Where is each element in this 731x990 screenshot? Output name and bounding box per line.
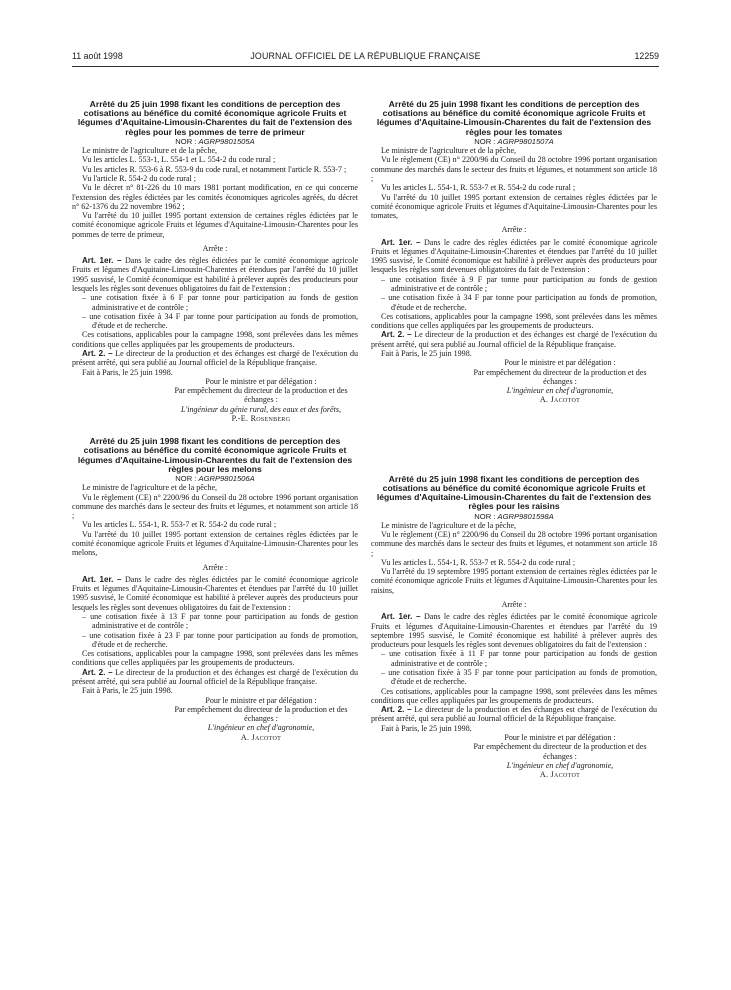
signature-title-line: [72, 405, 358, 414]
article-2-label: Art. 2. –: [381, 705, 412, 715]
header-rule: [72, 66, 659, 67]
fait-a-paris: Fait à Paris, le 25 juin 1998.: [82, 367, 173, 377]
cotisations-paragraph: Ces cotisations, applicables pour la campagne 1998, sont prélevées dans les mêmes conditions que celles appliquées par les groupements de producteurs.: [371, 686, 657, 705]
nor-reference: [371, 137, 657, 146]
header-journal-title: JOURNAL OFFICIEL DE LA RÉPUBLIQUE FRANÇAISE: [250, 51, 481, 61]
cotisations-paragraph: Ces cotisations, applicables pour la campagne 1998, sont prélevées dans les mêmes conditions que celles appliquées par les groupements de producteurs.: [371, 311, 657, 331]
article-2-text: Le directeur de la production et des échanges est chargé de l'exécution du présent arrêté, qui sera publié au Journal officiel de la République française.: [72, 667, 358, 686]
preamble-line: Vu le règlement (CE) n° 2200/96 du Conseil du 28 octobre 1996 portant organisation commune des marchés dans le secteur des fruits et légumes, et notamment son article 18 ;: [371, 155, 657, 183]
signature-title-line: [371, 761, 657, 770]
nor-code: AGRP9801506A: [198, 474, 255, 484]
preamble-line: Vu les articles L. 554-1, R. 553-7 et R. 554-2 du code rural ;: [381, 557, 576, 567]
decree-raisins: [371, 475, 657, 780]
signature-title: L'ingénieur du génie rural, des eaux et des forêts,: [181, 404, 341, 414]
cotisation-item: – une cotisation fixée à 13 F par tonne pour participation au fonds de gestion administrative et de contrôle ;: [82, 612, 358, 631]
signature-title: L'ingénieur en chef d'agronomie,: [506, 760, 614, 770]
signature-title-line: [72, 723, 358, 732]
preamble-line: Vu le règlement (CE) n° 2200/96 du Conseil du 28 octobre 1996 portant organisation commune des marchés dans le secteur des fruits et légumes, et notamment son article 18 ;: [72, 492, 358, 521]
cotisation-item: – une cotisation fixée à 34 F par tonne pour participation au fonds de promotion, d'étude et de recherche.: [82, 311, 358, 331]
article-1-text: Dans le cadre des règles édictées par le comité économique agricole Fruits et légumes d'Aquitaine-Limousin-Charentes et étendues par l'arrêté du 19 septembre 1995 susvisé, le Comité économique est habilité à prélever auprès des producteurs pour lesquels les règles sont devenues obligatoires du fait de l'extension :: [371, 612, 658, 650]
header-date: 11 août 1998: [72, 51, 123, 61]
article-2-text: Le directeur de la production et des échanges est chargé de l'exécution du présent arrêté, qui sera publié au Journal officiel de la République française.: [371, 330, 657, 349]
article-2-label: Art. 2. –: [82, 349, 113, 358]
preamble-line: Le ministre de l'agriculture et de la pêche,: [381, 520, 517, 530]
preamble-line: Vu les articles L. 554-1, R. 553-7 et R. 554-2 du code rural ;: [82, 520, 277, 530]
article-1: [72, 256, 358, 293]
fait-a-paris: Fait à Paris, le 25 juin 1998.: [82, 686, 173, 696]
signature-title-line: [371, 386, 657, 395]
signature-title: L'ingénieur en chef d'agronomie,: [207, 723, 315, 733]
fait-a-paris: Fait à Paris, le 25 juin 1998.: [381, 723, 472, 733]
preamble-line: Le ministre de l'agriculture et de la pêche,: [82, 146, 218, 156]
signature-title: L'ingénieur en chef d'agronomie,: [506, 386, 614, 396]
article-2: [371, 705, 657, 724]
cotisation-item: – une cotisation fixée à 11 F par tonne pour participation au fonds de gestion administrative et de contrôle ;: [381, 649, 657, 668]
nor-label: NOR :: [474, 511, 496, 521]
preamble-line: Le ministre de l'agriculture et de la pêche,: [82, 483, 218, 493]
decree-title: Arrêté du 25 juin 1998 fixant les conditions de perception des cotisations au bénéfice du comité économique agricole Fruits et légumes d'Aquitaine-Limousin-Charentes du fait de l'extension des règles pour les tomates: [376, 99, 652, 137]
cotisation-item: – une cotisation fixée à 9 F par tonne pour participation au fonds de gestion administrative et de contrôle ;: [381, 274, 657, 294]
decree-title: Arrêté du 25 juin 1998 fixant les conditions de perception des cotisations au bénéfice du comité économique agricole Fruits et légumes d'Aquitaine-Limousin-Charentes du fait de l'extension des règles pour les pommes de terre de primeur: [77, 99, 353, 137]
article-1: [371, 238, 657, 275]
article-1-text: Dans le cadre des règles édictées par le comité économique agricole Fruits et légumes d'Aquitaine-Limousin-Charentes et étendues par l'arrêté du 10 juillet 1995 susvisé, le Comité économique est habilité à prélever auprès des producteurs pour lesquels les règles sont devenues obligatoires du fait de l'extension :: [72, 256, 359, 294]
preamble-line: Vu les articles R. 553-6 à R. 553-9 du code rural, et notamment l'article R. 553-7 ;: [82, 164, 347, 174]
article-1-label: Art. 1er. –: [381, 237, 421, 247]
left-column: [72, 100, 358, 756]
preamble-line: Vu l'arrêté du 10 juillet 1995 portant extension de certaines règles édictées par le comité économique agricole Fruits et légumes d'Aquitaine-Limousin-Charentes pour les tomates,: [371, 192, 657, 221]
article-1-text: Dans le cadre des règles édictées par le comité économique agricole Fruits et légumes d'Aquitaine-Limousin-Charentes et étendues par l'arrêté du 10 juillet 1995 susvisé, le Comité économique est habilité à prélever auprès des producteurs pour lesquels les règles sont devenues obligatoires du fait de l'extension :: [371, 237, 658, 275]
signature-delegation: Pour le ministre et par délégation :: [205, 376, 317, 386]
preamble-line: Vu l'arrêté du 10 juillet 1995 portant extension de certaines règles édictées par le comité économique agricole Fruits et légumes d'Aquitaine-Limousin-Charentes pour les pommes de terre de primeur,: [72, 211, 358, 239]
arrete-heading: Arrête :: [202, 562, 228, 572]
signature-delegation: Par empêchement du directeur de la production et des échanges :: [174, 386, 348, 405]
signature-delegation: Par empêchement du directeur de la production et des échanges :: [473, 742, 647, 761]
preamble-line: Vu l'arrêté du 19 septembre 1995 portant extension de certaines règles édictées par le comité économique agricole Fruits et légumes d'Aquitaine-Limousin-Charentes pour les raisins,: [371, 567, 657, 595]
article-1-label: Art. 1er. –: [82, 574, 122, 584]
nor-code: AGRP9801505A: [198, 136, 255, 146]
signature-delegation: Par empêchement du directeur de la production et des échanges :: [473, 367, 647, 386]
article-2: [371, 330, 657, 349]
article-2-label: Art. 2. –: [82, 667, 113, 677]
article-2-text: Le directeur de la production et des échanges est chargé de l'exécution du présent arrêté, qui sera publié au Journal officiel de la République française.: [72, 349, 358, 368]
cotisations-paragraph: Ces cotisations, applicables pour la campagne 1998, sont prélevées dans les mêmes conditions que celles appliquées par les groupements de producteurs.: [72, 649, 358, 668]
nor-label: NOR :: [175, 136, 197, 146]
article-2-label: Art. 2. –: [381, 330, 412, 340]
signature-delegation: Pour le ministre et par délégation :: [504, 358, 616, 368]
page-header: [72, 51, 659, 63]
article-1: [72, 575, 358, 612]
nor-reference: [72, 137, 358, 146]
signatory-name: P.-E. Rosenberg: [231, 413, 291, 423]
nor-reference: [72, 474, 358, 483]
cotisation-item: – une cotisation fixée à 34 F par tonne pour participation au fonds de promotion, d'étude et de recherche.: [381, 293, 657, 312]
arrete-heading: Arrête :: [501, 225, 527, 235]
signature-delegation: Par empêchement du directeur de la production et des échanges :: [174, 704, 348, 724]
nor-code: AGRP9801598A: [497, 511, 554, 521]
signature-delegation: Pour le ministre et par délégation :: [504, 732, 616, 742]
nor-reference: [371, 512, 657, 521]
decree-melons: [72, 437, 358, 742]
nor-code: AGRP9801507A: [497, 136, 554, 146]
article-1-label: Art. 1er. –: [82, 256, 122, 266]
signatory-name: A. Jacotot: [240, 732, 282, 742]
preamble-line: Vu l'arrêté du 10 juillet 1995 portant extension de certaines règles édictées par le comité économique agricole Fruits et légumes d'Aquitaine-Limousin-Charentes pour les melons,: [72, 529, 358, 558]
article-1-text: Dans le cadre des règles édictées par le comité économique agricole Fruits et légumes d'Aquitaine-Limousin-Charentes et étendues par l'arrêté du 10 juillet 1995 susvisé, le Comité économique est habilité à prélever auprès des producteurs pour lesquels les règles sont devenues obligatoires du fait de l'extension :: [72, 574, 359, 612]
arrete-heading: Arrête :: [501, 600, 527, 610]
article-2: [72, 668, 358, 687]
signature-delegation: Pour le ministre et par délégation :: [205, 695, 317, 705]
preamble-line: Vu les articles L. 553-1, L. 554-1 et L. 554-2 du code rural ;: [82, 155, 276, 165]
cotisation-item: – une cotisation fixée à 23 F par tonne pour participation au fonds de promotion, d'étude et de recherche.: [82, 630, 358, 649]
cotisations-paragraph: Ces cotisations, applicables pour la campagne 1998, sont prélevées dans les mêmes conditions que celles appliquées par les groupements de producteurs.: [72, 330, 358, 349]
decree-pommes-de-terre: [72, 100, 358, 423]
article-1-label: Art. 1er. –: [381, 612, 421, 622]
decree-title: Arrêté du 25 juin 1998 fixant les conditions de perception des cotisations au bénéfice du comité économique agricole Fruits et légumes d'Aquitaine-Limousin-Charentes du fait de l'extension des règles pour les raisins: [376, 473, 652, 512]
nor-label: NOR :: [175, 474, 197, 484]
fait-a-paris: Fait à Paris, le 25 juin 1998.: [381, 349, 472, 358]
right-column: [371, 100, 657, 793]
arrete-heading: Arrête :: [202, 243, 228, 253]
preamble-line: Vu le décret n° 81-226 du 10 mars 1981 portant modification, en ce qui concerne l'extension des règles édictées par les comités économiques agricoles agréés, du décret n° 62-1376 du 22 novembre 1962 ;: [72, 183, 358, 211]
signatory-name: A. Jacotot: [539, 770, 581, 780]
article-2-text: Le directeur de la production et des échanges est chargé de l'exécution du présent arrêté, qui sera publié au Journal officiel de la République française.: [371, 705, 657, 724]
article-1: [371, 612, 657, 649]
header-page-number: 12259: [634, 51, 659, 61]
decree-title: Arrêté du 25 juin 1998 fixant les conditions de perception des cotisations au bénéfice du comité économique agricole Fruits et légumes d'Aquitaine-Limousin-Charentes du fait de l'extension des règles pour les melons: [77, 436, 353, 474]
preamble-line: Vu l'article R. 554-2 du code rural ;: [82, 173, 197, 183]
article-2: [72, 349, 358, 368]
signatory-name: A. Jacotot: [539, 395, 581, 405]
decree-tomates: [371, 100, 657, 405]
preamble-line: Vu le règlement (CE) n° 2200/96 du Conseil du 28 octobre 1996 portant organisation commune des marchés dans le secteur des fruits et légumes, et notamment son article 18 ;: [371, 530, 657, 558]
cotisation-item: – une cotisation fixée à 6 F par tonne pour participation au fonds de gestion administrative et de contrôle ;: [82, 293, 358, 312]
preamble-line: Vu les articles L. 554-1, R. 553-7 et R. 554-2 du code rural ;: [381, 183, 576, 193]
nor-label: NOR :: [474, 136, 496, 146]
preamble-line: Le ministre de l'agriculture et de la pêche,: [381, 146, 517, 156]
cotisation-item: – une cotisation fixée à 35 F par tonne pour participation au fonds de promotion, d'étude et de recherche.: [381, 668, 657, 687]
